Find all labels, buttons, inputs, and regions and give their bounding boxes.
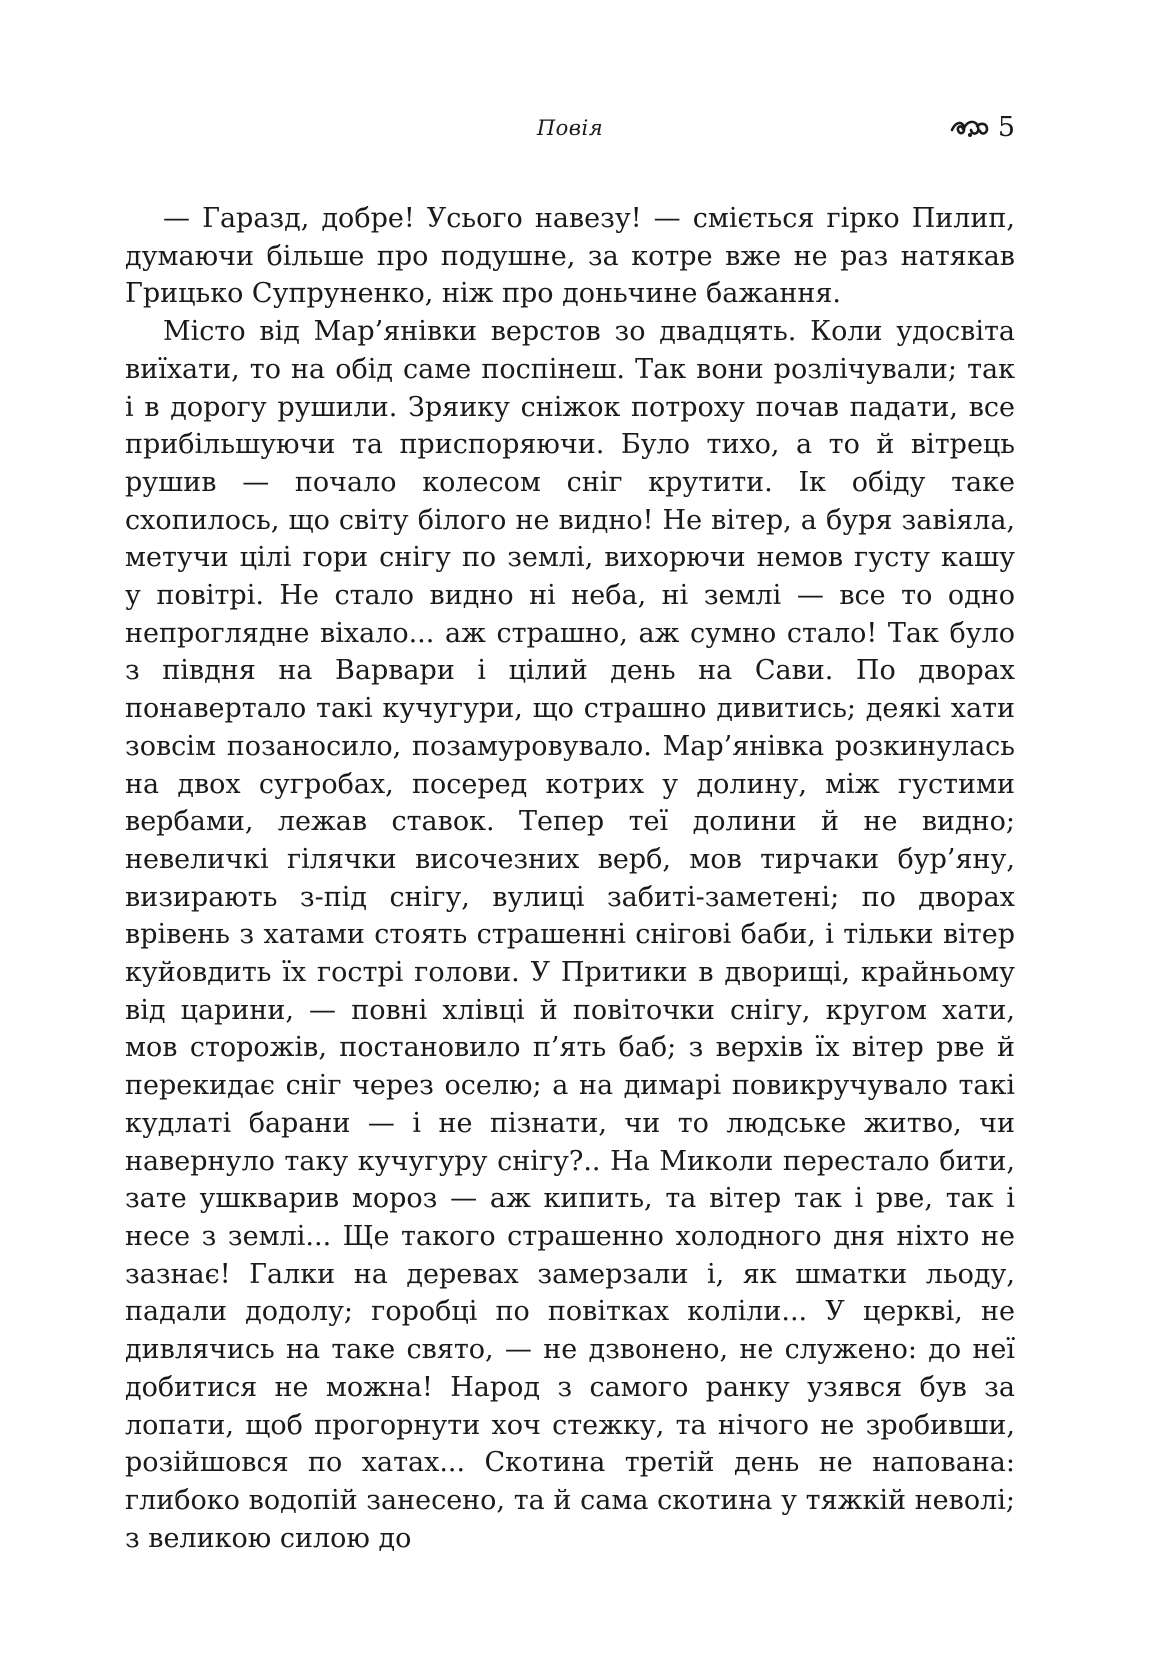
floral-ornament-icon xyxy=(950,117,990,139)
main-text xyxy=(125,200,1015,1557)
page-number: 5 xyxy=(997,112,1015,143)
running-title: Повія xyxy=(536,116,604,140)
page-number-group xyxy=(950,112,1015,143)
paragraph: — Гаразд, добре! Усього навезу! — сміється гірко Пилип, думаючи більше про подушне, за котре вже не раз натякав Грицько Супруненко, ніж про доньчине бажання. xyxy=(125,203,1015,310)
page-header xyxy=(125,112,1015,152)
paragraph: Місто від Мар’янівки верстов зо двадцять. Коли удосвіта виїхати, то на обід саме поспінеш. Так вони розлічували; так і в дорогу рушили. Зряику сніжок потроху почав падати, все прибільшуючи та приспоряючи. Було тихо, а то й вітрець рушив — почало колесом сніг крутити. Ік обіду таке схопилось, що світу білого не видно! Не вітер, а буря завіяла, метучи цілі гори снігу по землі, вихорючи немов густу кашу у повітрі. Не стало видно ні неба, ні землі — все то одно непроглядне віхало... аж страшно, аж сумно стало! Так було з півдня на Варвари і цілий день на Сави. По дворах понавертало такі кучугури, що страшно дивитись; деякі хати зовсім позаносило, позамуровувало. Мар’янівка розкинулась на двох сугробах, посеред котрих у долину, між густими вербами, лежав ставок. Тепер теї долини й не видно; невеличкі гілячки височезних верб, мов тирчаки бур’яну, визирають з-під снігу, вулиці забиті-заметені; по дворах врівень з хатами стоять страшенні снігові баби, і тільки вітер куйовдить їх гострі голови. У Притики в дворищі, крайньому від царини, — повні хлівці й повіточки снігу, кругом хати, мов сторожів, постановило п’ять баб; з верхів їх вітер рве й перекидає сніг через оселю; а на димарі повикручувало такі кудлаті барани — і не пізнати, чи то людське житво, чи навернуло таку кучугуру снігу?.. На Миколи перестало бити, зате ушкварив мороз — аж кипить, та вітер так і рве, так і несе з землі... Ще такого страшенно холодного дня ніхто не зазнає! Галки на деревах замерзали і, як шматки льоду, падали додолу; горобці по повітках коліли... У церкві, не дивлячись на таке свято, — не дзвонено, не служено: до неї добитися не можна! Народ з самого ранку узявся був за лопати, щоб прогорнути хоч стежку, та нічого не зробивши, розійшовся по хатах... Скотина третій день не напована: глибоко водопій занесено, та й сама скотина у тяжкій неволі; з великою силою до xyxy=(125,316,1015,1554)
